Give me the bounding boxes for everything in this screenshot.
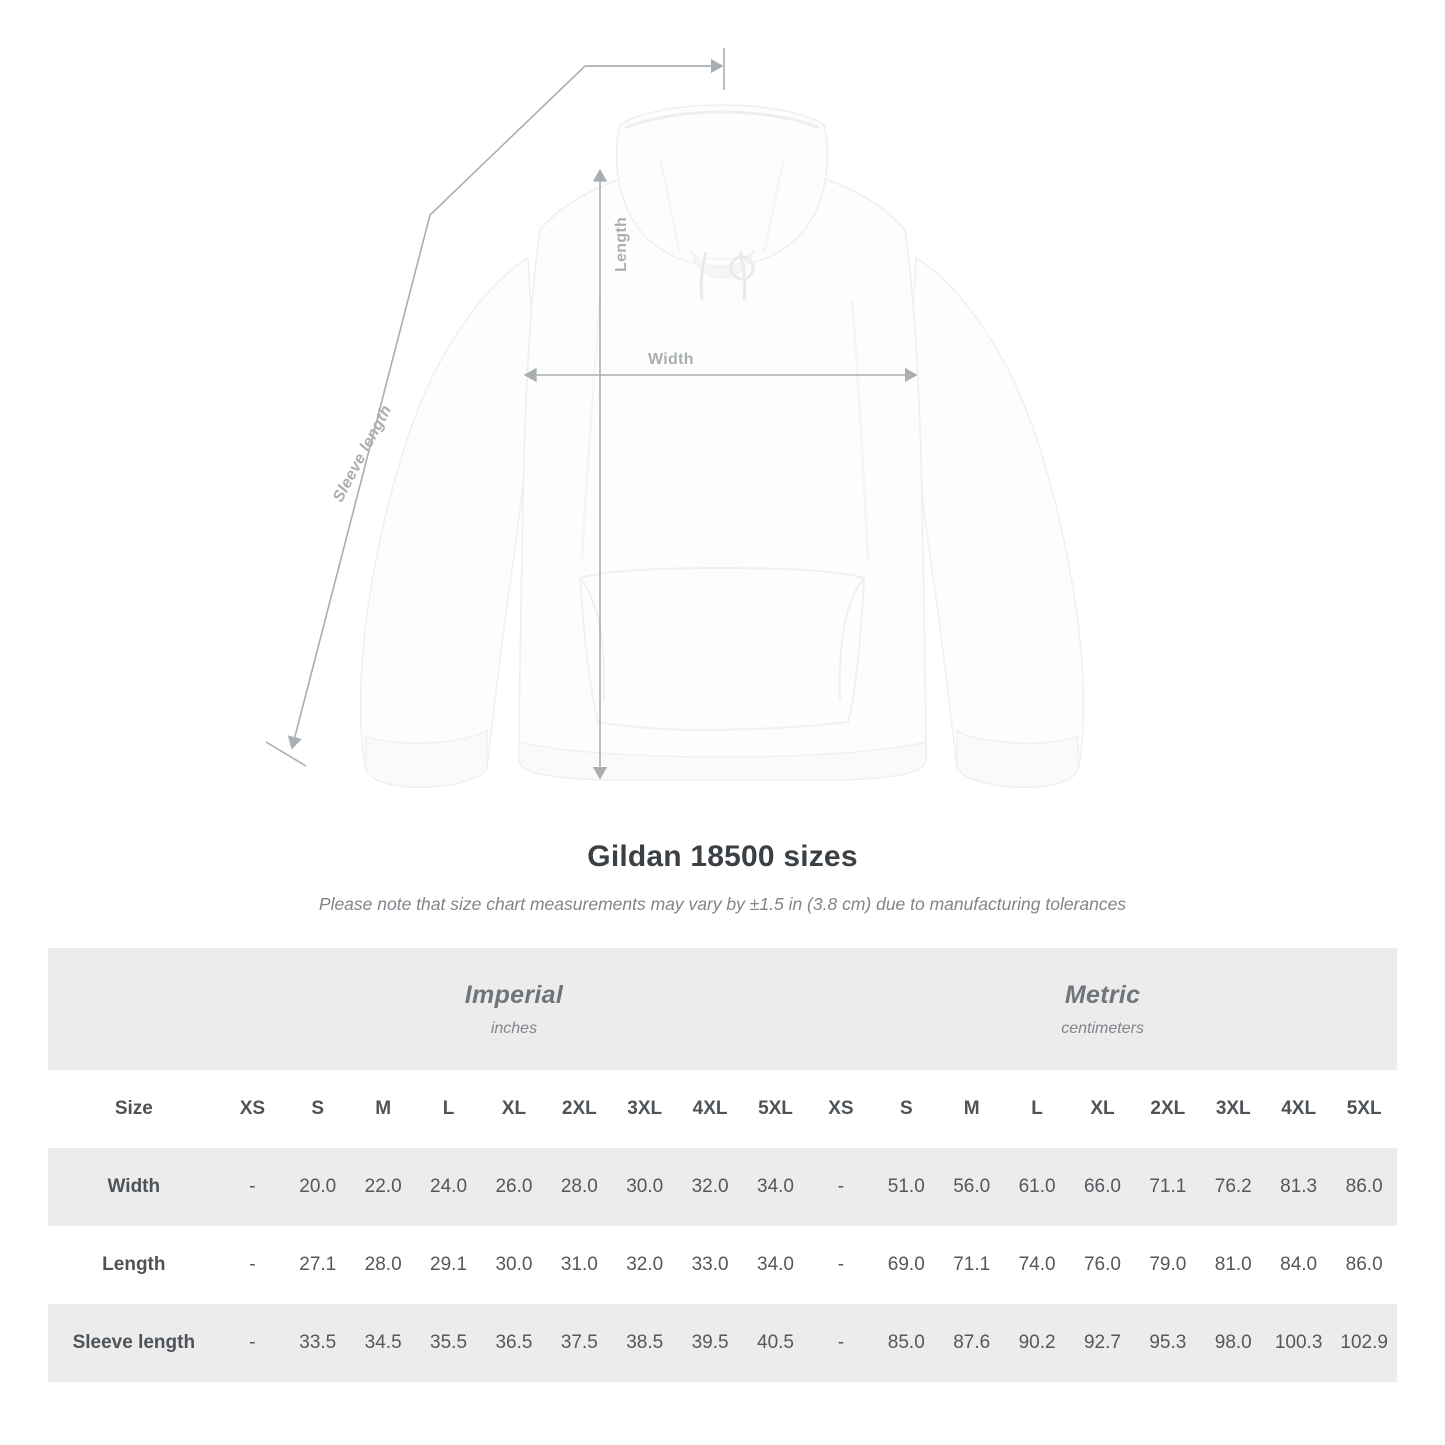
- imperial-system-label: Imperial: [464, 980, 564, 1009]
- sleeve-length-dimension-label: Sleeve length: [330, 402, 396, 505]
- cell-sleeve-metric-xs: -: [808, 1304, 873, 1382]
- cell-sleeve-metric-2xl: 95.3: [1135, 1304, 1200, 1382]
- cell-width-metric-s: 51.0: [874, 1148, 939, 1226]
- cell-length-metric-xs: -: [808, 1226, 873, 1304]
- cell-width-metric-4xl: 81.3: [1266, 1148, 1331, 1226]
- table-row: [48, 1226, 1397, 1304]
- unit-row-corner: [48, 948, 220, 1070]
- header-size-metric-xs: XS: [808, 1070, 873, 1148]
- cell-length-metric-l: 74.0: [1004, 1226, 1069, 1304]
- cell-length-imperial-xs: -: [220, 1226, 285, 1304]
- cell-width-metric-3xl: 76.2: [1201, 1148, 1266, 1226]
- cell-sleeve-metric-m: 87.6: [939, 1304, 1004, 1382]
- header-size-metric-s: S: [874, 1070, 939, 1148]
- cell-length-imperial-5xl: 34.0: [743, 1226, 808, 1304]
- header-size-imperial-xl: XL: [481, 1070, 546, 1148]
- imperial-header-cell: [220, 948, 809, 1070]
- size-header-row: [48, 1070, 1397, 1148]
- cell-sleeve-metric-4xl: 100.3: [1266, 1304, 1331, 1382]
- row-label-sleeve-length: Sleeve length: [48, 1304, 220, 1382]
- cell-sleeve-imperial-m: 34.5: [350, 1304, 415, 1382]
- cell-sleeve-imperial-s: 33.5: [285, 1304, 350, 1382]
- cell-length-metric-m: 71.1: [939, 1226, 1004, 1304]
- header-size-imperial-xs: XS: [220, 1070, 285, 1148]
- size-row-header: Size: [48, 1070, 220, 1148]
- cell-width-imperial-4xl: 32.0: [677, 1148, 742, 1226]
- cell-width-metric-2xl: 71.1: [1135, 1148, 1200, 1226]
- header-size-imperial-l: L: [416, 1070, 481, 1148]
- row-label-length: Length: [48, 1226, 220, 1304]
- cell-sleeve-imperial-2xl: 37.5: [547, 1304, 612, 1382]
- cell-sleeve-metric-3xl: 98.0: [1201, 1304, 1266, 1382]
- cell-width-metric-xs: -: [808, 1148, 873, 1226]
- cell-width-imperial-3xl: 30.0: [612, 1148, 677, 1226]
- page-title: Gildan 18500 sizes: [587, 840, 858, 873]
- header-size-imperial-s: S: [285, 1070, 350, 1148]
- metric-system-label: Metric: [1064, 980, 1141, 1009]
- header-size-imperial-5xl: 5XL: [743, 1070, 808, 1148]
- unit-system-row: [48, 948, 1397, 1070]
- cell-length-metric-4xl: 84.0: [1266, 1226, 1331, 1304]
- cell-width-imperial-m: 22.0: [350, 1148, 415, 1226]
- cell-width-imperial-s: 20.0: [285, 1148, 350, 1226]
- header-size-metric-2xl: 2XL: [1135, 1070, 1200, 1148]
- size-chart-table: [48, 948, 1397, 1382]
- cell-sleeve-imperial-5xl: 40.5: [743, 1304, 808, 1382]
- header-size-metric-xl: XL: [1070, 1070, 1135, 1148]
- cell-width-metric-xl: 66.0: [1070, 1148, 1135, 1226]
- header-size-imperial-3xl: 3XL: [612, 1070, 677, 1148]
- cell-length-imperial-4xl: 33.0: [677, 1226, 742, 1304]
- table-row: [48, 1148, 1397, 1226]
- tolerance-note: Please note that size chart measurements may vary by ±1.5 in (3.8 cm) due to manufacturing tolerances: [318, 894, 1127, 914]
- cell-sleeve-metric-l: 90.2: [1004, 1304, 1069, 1382]
- cell-width-metric-m: 56.0: [939, 1148, 1004, 1226]
- header-size-metric-l: L: [1004, 1070, 1069, 1148]
- header-size-imperial-m: M: [350, 1070, 415, 1148]
- header-size-metric-m: M: [939, 1070, 1004, 1148]
- cell-length-imperial-3xl: 32.0: [612, 1226, 677, 1304]
- cell-length-metric-5xl: 86.0: [1331, 1226, 1397, 1304]
- cell-length-imperial-xl: 30.0: [481, 1226, 546, 1304]
- cell-length-metric-xl: 76.0: [1070, 1226, 1135, 1304]
- cell-width-imperial-xs: -: [220, 1148, 285, 1226]
- header-size-metric-4xl: 4XL: [1266, 1070, 1331, 1148]
- cell-width-imperial-2xl: 28.0: [547, 1148, 612, 1226]
- length-dimension-label: Length: [613, 216, 630, 272]
- cell-length-metric-2xl: 79.0: [1135, 1226, 1200, 1304]
- header-size-metric-5xl: 5XL: [1331, 1070, 1397, 1148]
- header-size-imperial-4xl: 4XL: [677, 1070, 742, 1148]
- cell-width-imperial-5xl: 34.0: [743, 1148, 808, 1226]
- header-size-metric-3xl: 3XL: [1201, 1070, 1266, 1148]
- cell-sleeve-imperial-xs: -: [220, 1304, 285, 1382]
- row-label-width: Width: [48, 1148, 220, 1226]
- hoodie-graphic: [360, 105, 1083, 787]
- cell-length-imperial-l: 29.1: [416, 1226, 481, 1304]
- header-size-imperial-2xl: 2XL: [547, 1070, 612, 1148]
- cell-width-imperial-l: 24.0: [416, 1148, 481, 1226]
- imperial-unit-label: inches: [490, 1019, 538, 1037]
- cell-length-metric-s: 69.0: [874, 1226, 939, 1304]
- cell-sleeve-metric-5xl: 102.9: [1331, 1304, 1397, 1382]
- cell-length-imperial-2xl: 31.0: [547, 1226, 612, 1304]
- cell-sleeve-imperial-3xl: 38.5: [612, 1304, 677, 1382]
- width-dimension-label: Width: [648, 351, 694, 368]
- cell-sleeve-imperial-xl: 36.5: [481, 1304, 546, 1382]
- cell-length-imperial-s: 27.1: [285, 1226, 350, 1304]
- size-chart-table-wrap: [48, 948, 1397, 1382]
- cell-sleeve-imperial-4xl: 39.5: [677, 1304, 742, 1382]
- cell-sleeve-imperial-l: 35.5: [416, 1304, 481, 1382]
- cell-sleeve-metric-xl: 92.7: [1070, 1304, 1135, 1382]
- cell-width-metric-l: 61.0: [1004, 1148, 1069, 1226]
- cell-sleeve-metric-s: 85.0: [874, 1304, 939, 1382]
- cell-width-imperial-xl: 26.0: [481, 1148, 546, 1226]
- cell-length-metric-3xl: 81.0: [1201, 1226, 1266, 1304]
- metric-header-cell: [808, 948, 1397, 1070]
- cell-width-metric-5xl: 86.0: [1331, 1148, 1397, 1226]
- metric-unit-label: centimeters: [1061, 1019, 1144, 1037]
- cell-length-imperial-m: 28.0: [350, 1226, 415, 1304]
- table-row: [48, 1304, 1397, 1382]
